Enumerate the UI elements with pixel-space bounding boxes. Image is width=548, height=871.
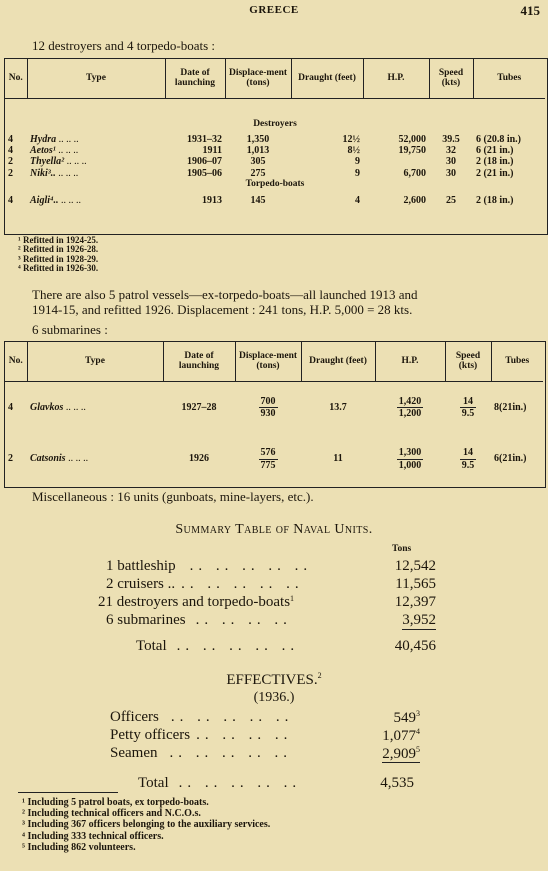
- effectives-label: Officers: [110, 709, 159, 725]
- footnote: ¹ Including 5 patrol boats, ex torpedo-boats.: [22, 797, 209, 808]
- row-date: 1927–28: [181, 401, 217, 413]
- col-type: Type: [27, 59, 165, 98]
- table-row: [5, 381, 543, 433]
- row-date: 1913: [202, 194, 222, 206]
- frac-bottom: 1,200: [398, 407, 422, 419]
- row-draught: 9: [355, 156, 360, 168]
- col-speed: Speed (kts): [429, 59, 473, 98]
- summary-total-value: 40,456: [394, 638, 436, 654]
- section-destroyers: Destroyers: [253, 119, 297, 130]
- bottom-footnotes: [22, 797, 270, 853]
- frac-top: 576: [260, 447, 276, 459]
- effectives-footnote-mark: 5: [416, 745, 420, 754]
- col-draught: Draught (feet): [301, 342, 375, 381]
- row-dots: .. .. ..: [58, 167, 79, 179]
- row-hp: 2,600: [403, 194, 426, 206]
- footnote: ¹ Refitted in 1924-25.: [18, 235, 99, 245]
- row-no: 2: [8, 156, 13, 168]
- frac-bottom: 1,000: [398, 459, 422, 471]
- table1-footnotes: [18, 236, 98, 274]
- row-draught: 8½: [347, 145, 360, 157]
- row-hp: [363, 156, 429, 167]
- frac-bottom: 775: [260, 459, 276, 471]
- row-dots: .. .. ..: [60, 194, 81, 206]
- effectives-row: [110, 709, 420, 727]
- row-speed: 32: [446, 145, 456, 157]
- row-tubes: 6 (20.8 in.): [476, 134, 521, 145]
- row-tubes: 2 (18 in.): [476, 156, 514, 168]
- row-no: 2: [8, 453, 13, 465]
- effectives-label: Seamen: [110, 745, 158, 761]
- summary-row: [106, 558, 436, 576]
- row-draught: 11: [333, 453, 343, 465]
- displacement-frac: [259, 396, 278, 419]
- summary-label: 1 battleship: [106, 558, 176, 574]
- row-date: 1905–06: [187, 167, 222, 179]
- summary-unit-label: Tons: [392, 544, 412, 554]
- patrol-line-1: There are also 5 patrol vessels—ex-torpedo-boats—all launched 1913 and: [32, 287, 418, 302]
- effectives-year: (1936.): [253, 690, 295, 705]
- summary-row: [106, 576, 436, 594]
- summary-title: Summary Table of Naval Units.: [175, 522, 373, 537]
- footnote: ³ Refitted in 1928-29.: [18, 253, 99, 264]
- effectives-value: 549: [393, 710, 416, 726]
- frac-top: 700: [260, 395, 276, 407]
- row-type: Thyella²: [30, 156, 65, 168]
- row-no: 2: [8, 167, 13, 179]
- row-no: 4: [8, 145, 13, 157]
- row-displacement: 305: [250, 156, 266, 168]
- row-tubes: 8(21in.): [494, 401, 527, 413]
- col-tubes: Tubes: [491, 342, 543, 381]
- frac-bottom: 930: [260, 407, 276, 419]
- col-date: Date of launching: [163, 342, 235, 381]
- row-dots: .. .. ..: [68, 453, 89, 465]
- row-no: 4: [8, 134, 13, 145]
- frac-bottom: 9.5: [461, 459, 475, 471]
- col-no: No.: [5, 342, 27, 381]
- row-tubes: 6 (21 in.): [476, 145, 514, 157]
- displacement-frac: [259, 447, 278, 470]
- effectives-footnote-mark: 3: [416, 709, 420, 718]
- frac-top: 1,300: [398, 447, 422, 459]
- effectives-total-label: Total: [138, 775, 169, 791]
- col-displacement: Displace-ment (tons): [225, 59, 291, 98]
- frac-bottom: 9.5: [461, 407, 475, 419]
- row-type: Niki³..: [30, 167, 56, 179]
- row-draught: 13.7: [329, 401, 347, 413]
- summary-label: 2 cruisers ..: [106, 576, 176, 592]
- row-displacement: 145: [250, 194, 266, 206]
- summary-value: 12,542: [394, 558, 436, 574]
- row-displacement: 275: [250, 167, 266, 179]
- footnote-rule: [18, 792, 118, 793]
- row-type: Glavkos: [30, 401, 64, 413]
- row-hp: 6,700: [403, 167, 426, 179]
- speed-frac: [460, 447, 477, 470]
- effectives-footnote-mark: 4: [416, 727, 420, 736]
- submarines-table: [5, 342, 543, 485]
- effectives-dots: .. .. .. .. ..: [170, 709, 294, 725]
- effectives-dots: .. .. .. .. ..: [169, 745, 292, 761]
- frac-top: 14: [460, 447, 477, 459]
- summary-footnote-mark: 1: [290, 594, 295, 603]
- table-row: [5, 145, 545, 156]
- row-draught: 12½: [342, 134, 360, 145]
- hp-frac: [397, 447, 424, 470]
- effectives-total-row: [110, 775, 420, 793]
- table-row: [5, 156, 545, 167]
- effectives-title: EFFECTIVES.: [226, 672, 318, 688]
- summary-total-row: [106, 638, 436, 656]
- effectives-footnote-mark: 2: [317, 671, 322, 680]
- row-dots: .. .. ..: [58, 134, 79, 145]
- table-row: [5, 433, 543, 485]
- effectives-value: 1,077: [382, 728, 416, 744]
- row-displacement: 1,350: [246, 134, 270, 145]
- summary-dots: .. .. .. ..: [195, 612, 292, 628]
- row-date: 1926: [189, 453, 209, 465]
- footnote: ⁴ Including 333 technical officers.: [22, 830, 164, 842]
- row-type: Aetos¹: [30, 145, 56, 157]
- effectives-total-value: 4,535: [380, 775, 414, 791]
- hp-frac: [397, 396, 424, 419]
- col-hp: H.P.: [363, 59, 429, 98]
- row-dots: .. .. ..: [58, 145, 79, 157]
- col-no: No.: [5, 59, 27, 98]
- row-hp: 52,000: [398, 134, 426, 145]
- effectives-row: [110, 745, 420, 763]
- row-speed: 30: [446, 167, 456, 179]
- row-no: 4: [8, 194, 13, 206]
- col-tubes: Tubes: [473, 59, 545, 98]
- row-speed: 25: [446, 194, 456, 206]
- row-hp: 19,750: [398, 145, 426, 157]
- summary-dots: .. .. .. .. ..: [176, 638, 300, 654]
- speed-frac: [460, 396, 477, 419]
- frac-top: 14: [460, 396, 477, 408]
- footnote: ² Refitted in 1926-28.: [18, 244, 99, 255]
- col-date: Date of launching: [165, 59, 225, 98]
- effectives-label: Petty officers: [110, 727, 191, 743]
- row-date: 1906–07: [187, 156, 222, 168]
- footnote: ⁵ Including 862 volunteers.: [22, 841, 136, 853]
- summary-value: 12,397: [394, 594, 436, 610]
- row-draught: 9: [355, 167, 360, 179]
- row-type: Catsonis: [30, 453, 66, 465]
- summary-label: 6 submarines: [106, 612, 186, 628]
- row-tubes: 6(21in.): [494, 453, 527, 465]
- table-row: [5, 134, 545, 145]
- row-tubes: 2 (21 in.): [476, 167, 514, 179]
- row-no: 4: [8, 401, 13, 413]
- row-displacement: 1,013: [246, 145, 270, 157]
- summary-label: 21 destroyers and torpedo-boats: [98, 594, 291, 610]
- patrol-paragraph: [32, 287, 418, 318]
- col-hp: H.P.: [375, 342, 445, 381]
- effectives-table: [110, 709, 420, 793]
- frac-top: 1,420: [398, 395, 422, 407]
- table-row: [5, 168, 545, 179]
- row-speed: 39.5: [442, 134, 460, 145]
- row-speed: 30: [446, 156, 456, 168]
- summary-dots: .. .. .. .. ..: [181, 576, 304, 592]
- footnote: ⁴ Refitted in 1926-30.: [18, 263, 99, 274]
- section-torpedo-boats: Torpedo-boats: [245, 178, 305, 189]
- col-type: Type: [27, 342, 163, 381]
- col-speed: Speed (kts): [445, 342, 491, 381]
- summary-total-label: Total: [136, 638, 167, 654]
- summary-dots: .. .. .. .. ..: [189, 558, 313, 574]
- effectives-value: 2,909: [382, 746, 416, 762]
- effectives-row: [110, 727, 420, 745]
- footnote: ² Including technical officers and N.C.O.s.: [22, 808, 201, 820]
- row-draught: 4: [355, 194, 360, 206]
- table-row: [5, 189, 545, 211]
- footnote: ³ Including 367 officers belonging to the auxiliary services.: [22, 819, 271, 831]
- effectives-heading: [0, 671, 548, 689]
- destroyers-table: [5, 59, 545, 211]
- page-title: GREECE: [249, 4, 299, 16]
- summary-value: 3,952: [402, 612, 436, 628]
- row-date: 1911: [202, 145, 222, 157]
- col-draught: Draught (feet): [291, 59, 363, 98]
- row-type: Hydra: [30, 134, 57, 145]
- row-tubes: 2 (18 in.): [476, 194, 514, 206]
- row-dots: .. .. ..: [65, 401, 86, 413]
- col-displacement: Displace-ment (tons): [235, 342, 301, 381]
- summary-value: 11,565: [395, 576, 436, 592]
- effectives-dots: .. .. .. .. ..: [178, 775, 302, 791]
- row-date: 1931–32: [187, 134, 222, 145]
- patrol-line-2: 1914-15, and refitted 1926. Displacement : 241 tons, H.P. 5,000 = 28 kts.: [32, 302, 413, 318]
- summary-row: [98, 594, 436, 612]
- row-dots: .. .. ..: [66, 156, 87, 168]
- submarines-intro: 6 submarines :: [32, 322, 108, 337]
- summary-row: [106, 612, 436, 630]
- effectives-dots: .. .. .. ..: [196, 727, 293, 743]
- row-type: Aigli⁴..: [30, 194, 59, 206]
- destroyers-intro: 12 destroyers and 4 torpedo-boats :: [32, 38, 216, 53]
- summary-table: [98, 558, 436, 656]
- page-number: 415: [520, 3, 540, 18]
- miscellaneous-line: Miscellaneous : 16 units (gunboats, mine-layers, etc.).: [32, 489, 314, 504]
